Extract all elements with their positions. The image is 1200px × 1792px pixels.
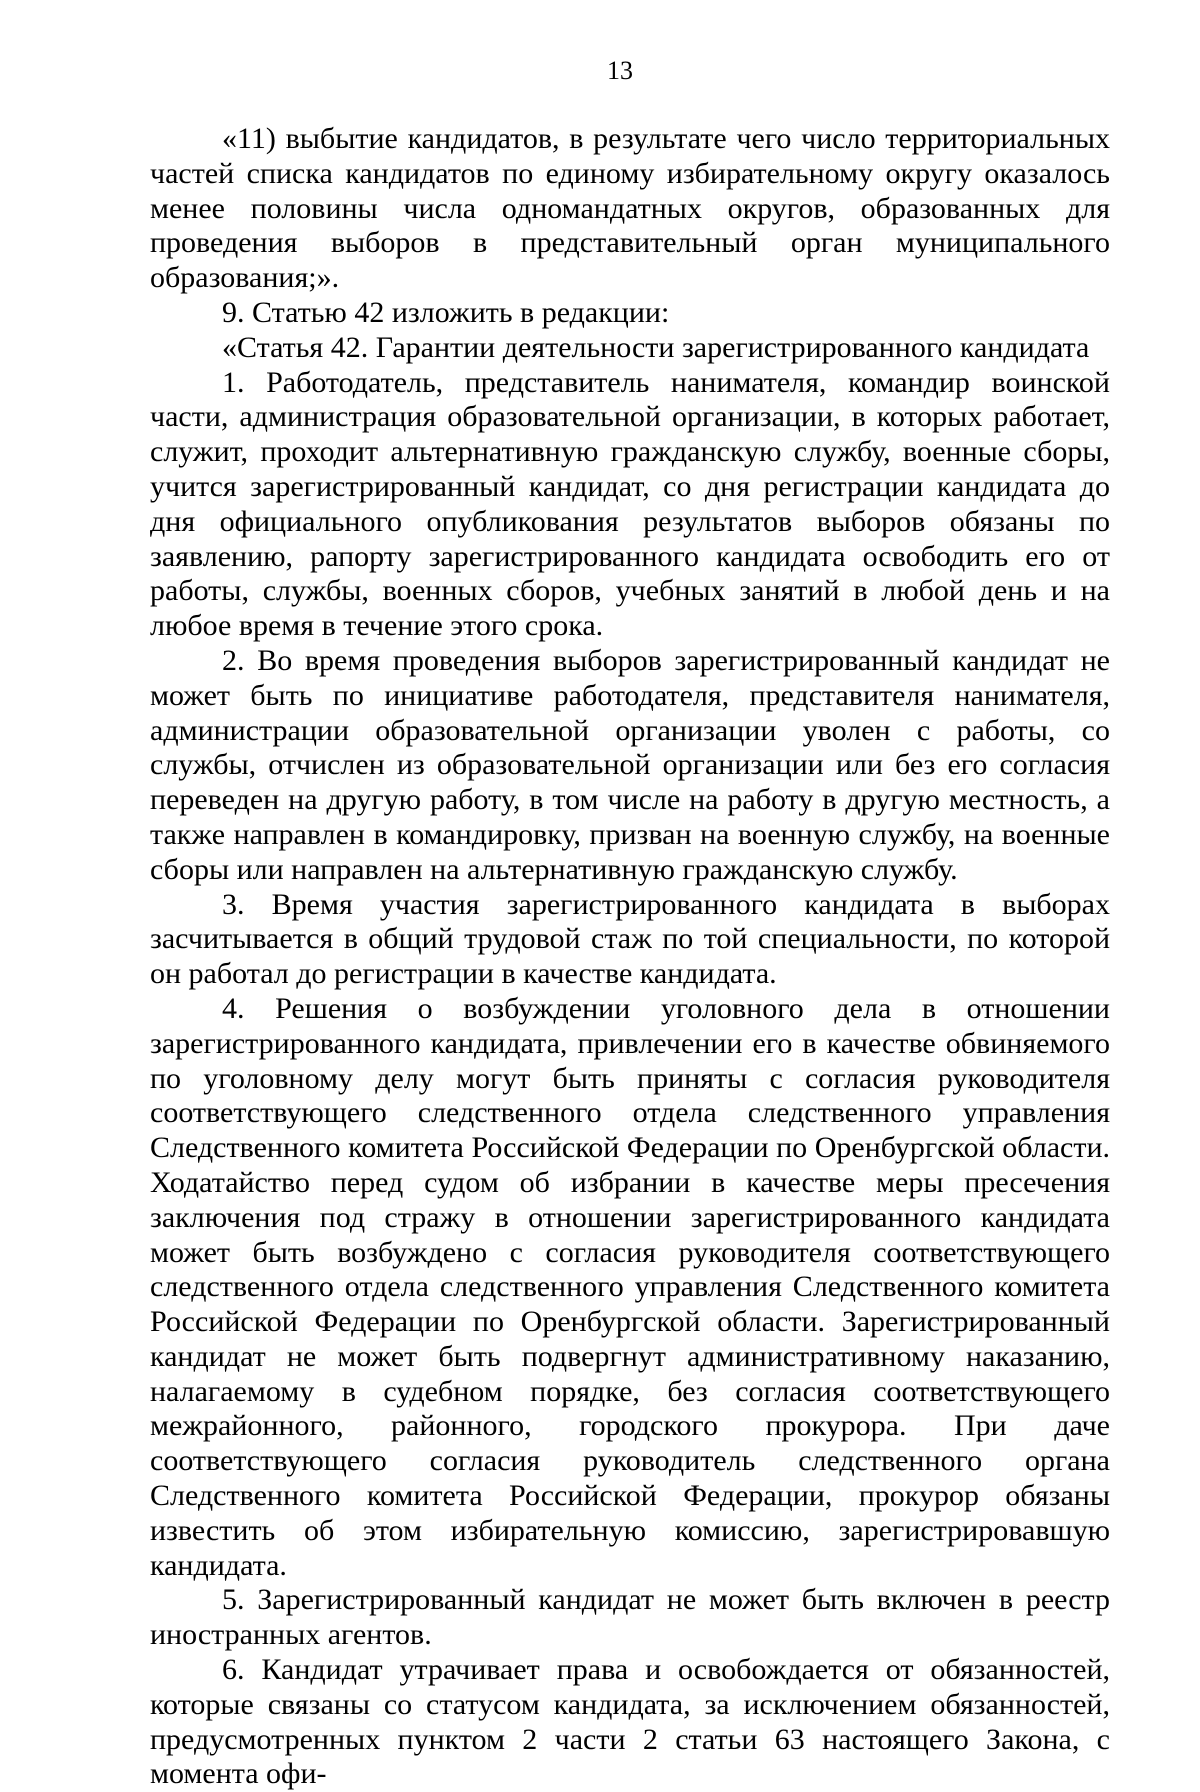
article-42-part-2: 2. Во время проведения выборов зарегистрированный кандидат не может быть по инициативе работодателя, представителя нанимателя, администрации образовательной организации уволен с работы, со службы, отчислен из образовательной организации или без его согласия переведен на другую работу, в том числе на работу в другую местность, а также направлен в командировку, призван на военную службу, на военные сборы или направлен на альтернативную гражданскую службу. xyxy=(150,643,1110,886)
article-42-heading: «Статья 42. Гарантии деятельности зарегистрированного кандидата xyxy=(222,330,1090,364)
article-42-part-4: 4. Решения о возбуждении уголовного дела в отношении зарегистрированного кандидата, привлечении его в качестве обвиняемого по уголовному делу могут быть приняты с согласия руководителя соответствующего следственного отдела следственного управления Следственного комитета Российской Федерации по Оренбургской области. Ходатайство перед судом об избрании в качестве меры пресечения заключения под стражу в отношении зарегистрированного кандидата может быть возбуждено с согласия руководителя соответствующего следственного отдела следственного управления Следственного комитета Российской Федерации по Оренбургской области. Зарегистрированный кандидат не может быть подвергнут административному наказанию, налагаемому в судебном порядке, без согласия соответствующего межрайонного, районного, городского прокурора. При даче соответствующего согласия руководитель следственного органа Следственного комитета Российской Федерации, прокурор обязаны известить об этом избирательную комиссию, зарегистрировавшую кандидата. xyxy=(150,991,1110,1582)
article-42-part-5: 5. Зарегистрированный кандидат не может быть включен в реестр иностранных агентов. xyxy=(150,1583,1110,1652)
document-body xyxy=(150,122,1110,1792)
article-42-part-3: 3. Время участия зарегистрированного кандидата в выборах засчитывается в общий трудовой стаж по той специальности, по которой он работал до регистрации в качестве кандидата. xyxy=(150,887,1110,991)
article-42-part-1: 1. Работодатель, представитель нанимателя, командир воинской части, администрация образовательной организации, в которых работает, служит, проходит альтернативную гражданскую службу, военные сборы, учится зарегистрированный кандидат, со дня регистрации кандидата до дня официального опубликования результатов выборов обязаны по заявлению, рапорту зарегистрированного кандидата освободить его от работы, службы, военных сборов, учебных занятий в любой день и на любое время в течение этого срока. xyxy=(150,365,1110,643)
page-number: 13 xyxy=(607,56,633,85)
paragraph-item-11-continuation: «11) выбытие кандидатов, в результате чего число территориальных частей списка кандидатов по единому избирательному округу оказалось менее половины числа одномандатных округов, образованных для проведения выборов в представительный орган муниципального образования;». xyxy=(150,122,1110,295)
paragraph-amendment-9: 9. Статью 42 изложить в редакции: xyxy=(222,295,670,329)
article-42-part-6: 6. Кандидат утрачивает права и освобождается от обязанностей, которые связаны со статусом кандидата, за исключением обязанностей, предусмотренных пунктом 2 части 2 статьи 63 настоящего Закона, с момента офи- xyxy=(150,1653,1110,1791)
